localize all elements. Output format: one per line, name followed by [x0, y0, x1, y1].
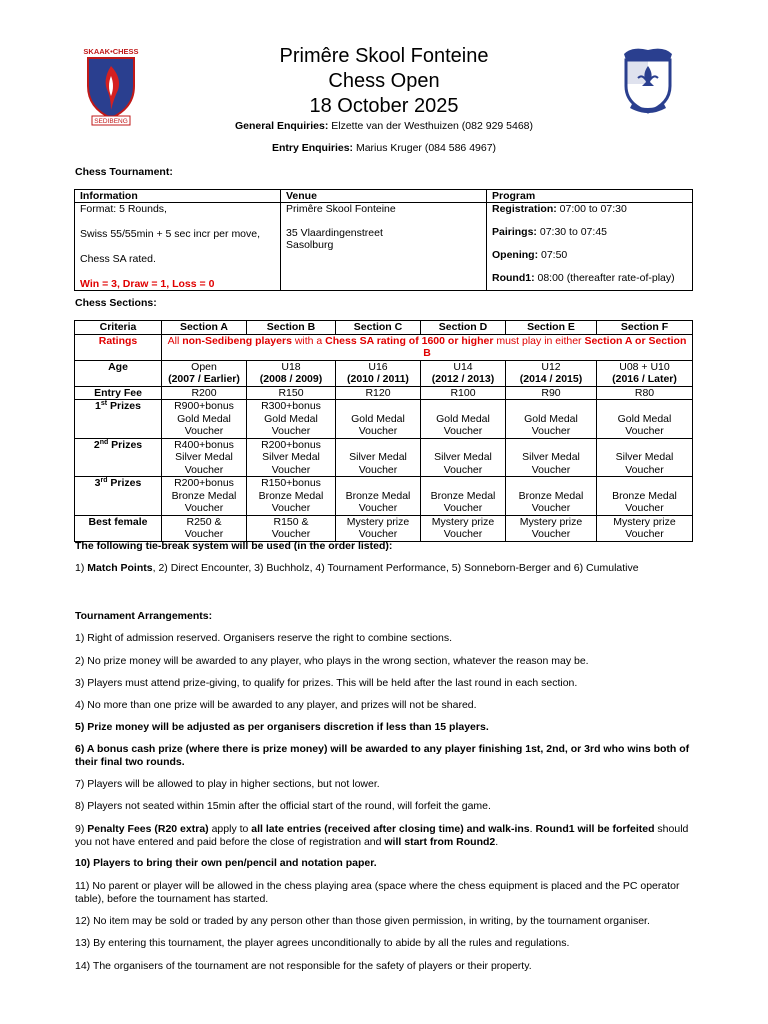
ratings-label: Ratings — [75, 334, 162, 360]
general-enquiries: General Enquiries: Elzette van der Westhuizen (082 929 5468) — [234, 120, 534, 132]
entry-fee-row: Entry Fee R200 R150 R120 R100 R90 R80 — [75, 386, 693, 400]
ratings-rule: All non-Sedibeng players with a Chess SA rating of 1600 or higher must play in either Section A or Section B — [162, 334, 693, 360]
title-line-2: Chess Open — [328, 70, 440, 92]
svg-text:SEDIBENG: SEDIBENG — [94, 118, 128, 125]
tiebreak-list: 1) Match Points, 2) Direct Encounter, 3) Buchholz, 4) Tournament Performance, 5) Sonneborn-Berger and 6) Cumulative — [75, 562, 639, 574]
rule-12: 12) No item may be sold or traded by any person other than those given permission, in writing, by the tournament organiser. — [75, 915, 650, 927]
tiebreak-heading: The following tie-break system will be used (in the order listed): — [75, 540, 393, 552]
rule-1: 1) Right of admission reserved. Organisers reserve the right to combine sections. — [75, 632, 453, 644]
third-prizes-row: 3rd Prizes R200+bonus Bronze Medal Voucher R150+bonus Bronze Medal Voucher Bronze Medal Voucher Bronze Medal Voucher Bronze Medal Voucher Bronze Medal Voucher — [75, 477, 693, 516]
rule-4: 4) No more than one prize will be awarded to any player, and prizes will not be shared. — [75, 699, 477, 711]
rule-10: 10) Players to bring their own pen/pencil and notation paper. — [75, 857, 377, 869]
info-header: Information — [75, 190, 281, 203]
rule-9: 9) Penalty Fees (R20 extra) apply to all late entries (received after closing time) and walk-ins. Round1 will be forfeited should you not have entered and paid before the close of registration and will start from Round2. — [75, 823, 689, 848]
first-prizes-row: 1st Prizes R900+bonus Gold Medal Voucher R300+bonus Gold Medal Voucher Gold Medal Voucher Gold Medal Voucher Gold Medal Voucher Gold Medal Voucher — [75, 400, 693, 439]
rule-3: 3) Players must attend prize-giving, to qualify for prizes. This will be held after the last round in each section. — [75, 677, 578, 689]
rule-14: 14) The organisers of the tournament are not responsible for the safety of players or their property. — [75, 960, 532, 972]
section-c-header: Section C — [336, 321, 421, 335]
criteria-header: Criteria — [75, 321, 162, 335]
section-d-header: Section D — [421, 321, 506, 335]
section-f-header: Section F — [597, 321, 693, 335]
sections-table — [74, 320, 693, 542]
info-cell: Format: 5 Rounds, Swiss 55/55min + 5 sec incr per move, Chess SA rated. Win = 3, Draw = 1, Loss = 0 — [75, 203, 281, 291]
rule-13: 13) By entering this tournament, the player agrees unconditionally to abide by all the rules and regulations. — [75, 937, 570, 949]
second-prizes-row: 2nd Prizes R400+bonus Silver Medal Voucher R200+bonus Silver Medal Voucher Silver Medal Voucher Silver Medal Voucher Silver Medal Voucher Silver Medal Voucher — [75, 438, 693, 477]
program-header: Program — [487, 190, 693, 203]
rule-2: 2) No prize money will be awarded to any player, who plays in the wrong section, whatever the reason may be. — [75, 655, 589, 667]
rule-7: 7) Players will be allowed to play in higher sections, but not lower. — [75, 778, 380, 790]
venue-header: Venue — [281, 190, 487, 203]
info-table — [74, 189, 693, 291]
venue-cell: Primêre Skool Fonteine 35 Vlaardingenstreet Sasolburg — [281, 203, 487, 291]
entry-enquiries: Entry Enquiries: Marius Kruger (084 586 4967) — [271, 142, 497, 154]
title-line-3: 18 October 2025 — [309, 95, 459, 117]
rule-8: 8) Players not seated within 15min after the official start of the round, will forfeit the game. — [75, 800, 491, 812]
program-cell: Registration: 07:00 to 07:30 Pairings: 07:30 to 07:45 Opening: 07:50 Round1: 08:00 (thereafter rate-of-play) — [487, 203, 693, 291]
age-row: Age Open (2007 / Earlier) U18 (2008 / 2009) U16 (2010 / 2011) U14 (2012 / 2013) U12 (2014 / 2015) U08 + U10 (2016 / Later) — [75, 360, 693, 386]
rule-5: 5) Prize money will be adjusted as per organisers discretion if less than 15 players. — [75, 721, 489, 733]
section-e-header: Section E — [506, 321, 597, 335]
rule-11: 11) No parent or player will be allowed in the chess playing area (space where the chess equipment is placed and the PC operator table), before the tournament has started. — [75, 880, 680, 905]
section-b-header: Section B — [247, 321, 336, 335]
document-title — [0, 44, 768, 119]
arrangements-heading: Tournament Arrangements: — [75, 610, 213, 622]
rule-6: 6) A bonus cash prize (where there is prize money) will be awarded to any player finishing 1st, 2nd, or 3rd who wins both of their final two rounds. — [75, 743, 690, 768]
section-a-header: Section A — [162, 321, 247, 335]
svg-text:SKAAK•CHESS: SKAAK•CHESS — [83, 47, 139, 56]
best-female-row: Best female R250 & Voucher R150 & Voucher Mystery prize Voucher Mystery prize Voucher Mystery prize Voucher Mystery prize Voucher — [75, 515, 693, 541]
title-line-1: Primêre Skool Fonteine — [279, 45, 489, 67]
chess-sections-heading: Chess Sections: — [75, 297, 157, 309]
chess-tournament-heading: Chess Tournament: — [75, 166, 173, 178]
